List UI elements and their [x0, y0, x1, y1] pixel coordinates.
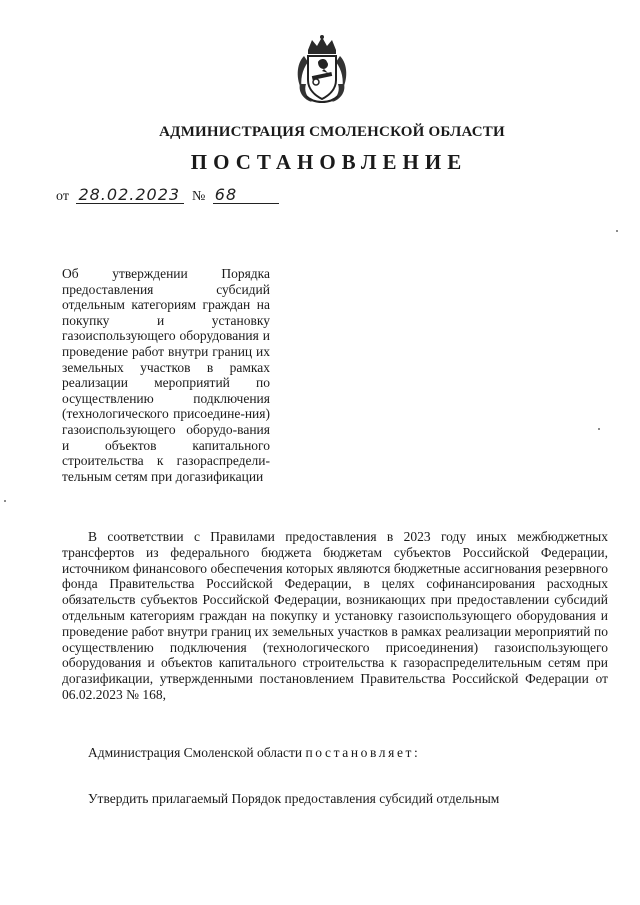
number-label: №: [191, 189, 206, 204]
organization-title: АДМИНИСТРАЦИЯ СМОЛЕНСКОЙ ОБЛАСТИ: [159, 124, 505, 140]
document-type-heading: ПОСТАНОВЛЕНИЕ: [190, 150, 468, 174]
coat-of-arms-icon: [294, 34, 350, 106]
date-label: от: [56, 189, 69, 204]
resolving-authority: Администрация Смоленской области: [88, 744, 303, 760]
scan-speck: [598, 428, 600, 430]
document-subject: [62, 266, 270, 484]
document-dateline: [56, 187, 279, 205]
document-date: 28.02.2023: [76, 187, 184, 204]
scan-speck: [4, 500, 6, 502]
document-number: 68: [213, 187, 279, 204]
scan-speck: [616, 230, 618, 232]
resolution-verb: постановляет:: [305, 744, 421, 760]
body-paragraph-2: [62, 745, 608, 761]
body-paragraph-3: Утвердить прилагаемый Порядок предоставления субсидий отдельным: [88, 790, 500, 806]
body-paragraph-1: В соответствии с Правилами предоставления в 2023 году иных межбюджетных трансфертов из федерального бюджета бюджетам субъектов Российской Федерации, источником финансового обеспечения которых являются бюджетные ассигнования резервного фонда Правительства Российской Федерации, в целях софинансирования расходных обязательств субъектов Российской Федерации, возникающих при предоставлении субсидий отдельным категориям граждан на покупку и установку газоиспользующего оборудования и проведение работ внутри границ их земельных участков в рамках реализации мероприятий по осуществлению подключения (технологического присоединения) газоиспользующего оборудования и объектов капитального строительства к газораспределительным сетям при догазификации, утвержденными постановлением Правительства Российской Федерации от 06.02.2023 № 168,: [62, 529, 608, 702]
document-body: [62, 529, 608, 806]
subject-text: Об утверждении Порядка предоставления субсидий отдельным категориям граждан на покупку и установку газоиспользующего оборудования и проведение работ внутри границ их земельных участков в рамках реализации мероприятий по осуществлению подключения (технологического присоедине-ния) газоиспользующего оборудо-вания и объектов капитального строительства к газораспредели-тельным сетям при догазификации: [62, 266, 270, 484]
